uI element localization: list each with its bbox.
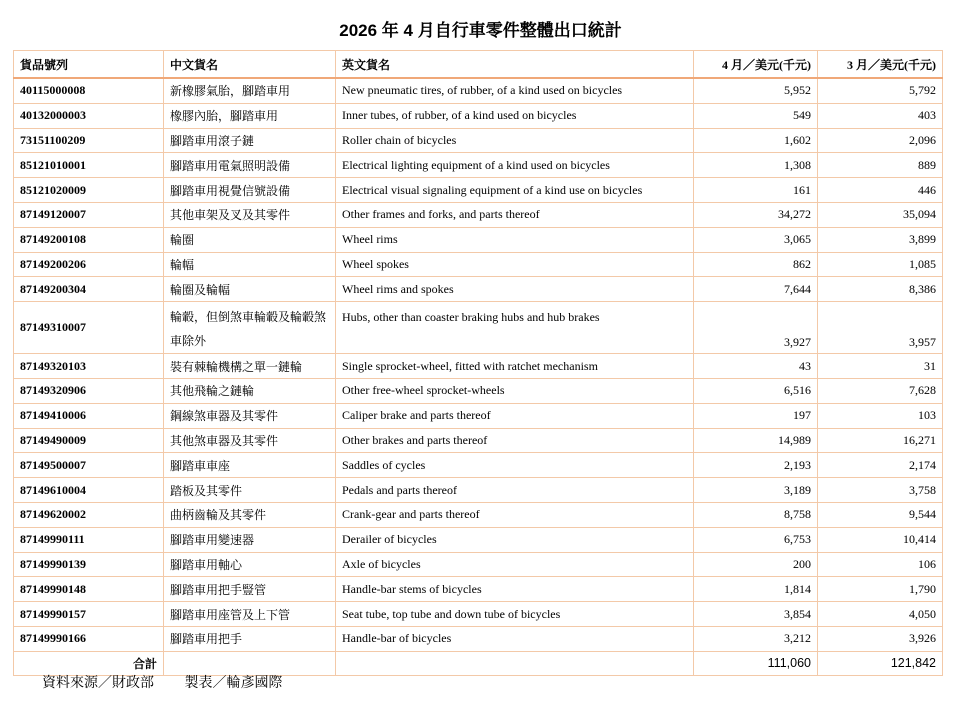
header-english-name: 英文貨名 (336, 51, 694, 79)
cell-chinese-name: 腳踏車用把手 (164, 626, 336, 651)
total-march-value: 121,842 (818, 651, 943, 675)
cell-english-name: Pedals and parts thereof (336, 478, 694, 503)
cell-march-value: 4,050 (818, 602, 943, 627)
cell-march-value: 31 (818, 354, 943, 379)
header-code: 貨品號列 (14, 51, 164, 79)
table-row (14, 354, 943, 379)
cell-chinese-name: 腳踏車用變速器 (164, 527, 336, 552)
cell-english-name: Electrical visual signaling equipment of a kind use on bicycles (336, 178, 694, 203)
cell-march-value: 103 (818, 403, 943, 428)
cell-english-name: Saddles of cycles (336, 453, 694, 478)
cell-code: 87149500007 (14, 453, 164, 478)
total-empty-en (336, 651, 694, 675)
cell-english-name: Wheel rims (336, 227, 694, 252)
cell-code: 87149990166 (14, 626, 164, 651)
table-row (14, 378, 943, 403)
cell-april-value: 1,308 (694, 153, 818, 178)
header-chinese-name: 中文貨名 (164, 51, 336, 79)
footer (42, 672, 308, 692)
cell-chinese-name: 腳踏車用軸心 (164, 552, 336, 577)
cell-april-value: 862 (694, 252, 818, 277)
cell-march-value: 10,414 (818, 527, 943, 552)
cell-english-name: Derailer of bicycles (336, 527, 694, 552)
table-row (14, 178, 943, 203)
cell-march-value: 9,544 (818, 502, 943, 527)
footer-source: 資料來源／財政部 (42, 675, 154, 691)
cell-chinese-name: 曲柄齒輪及其零件 (164, 502, 336, 527)
table-row (14, 252, 943, 277)
table-row (14, 302, 943, 354)
table-row (14, 502, 943, 527)
cell-april-value: 6,516 (694, 378, 818, 403)
cell-code: 87149200206 (14, 252, 164, 277)
table-row (14, 103, 943, 128)
cell-code: 87149200304 (14, 277, 164, 302)
table-row (14, 78, 943, 103)
table-row (14, 428, 943, 453)
cell-chinese-name: 輪幅 (164, 252, 336, 277)
table-row (14, 227, 943, 252)
table-row (14, 527, 943, 552)
cell-chinese-name: 新橡膠氣胎，腳踏車用 (164, 78, 336, 103)
cell-code: 87149620002 (14, 502, 164, 527)
cell-chinese-name: 輪轂，但倒煞車輪轂及輪轂煞車除外 (164, 302, 336, 354)
cell-code: 87149990148 (14, 577, 164, 602)
cell-english-name: Single sprocket-wheel, fitted with ratchet mechanism (336, 354, 694, 379)
cell-code: 85121010001 (14, 153, 164, 178)
cell-march-value: 1,790 (818, 577, 943, 602)
cell-english-name: Handle-bar stems of bicycles (336, 577, 694, 602)
table-row (14, 626, 943, 651)
cell-april-value: 161 (694, 178, 818, 203)
cell-april-value: 197 (694, 403, 818, 428)
cell-march-value: 106 (818, 552, 943, 577)
header-april-value: 4 月／美元(千元) (694, 51, 818, 79)
cell-chinese-name: 橡膠內胎，腳踏車用 (164, 103, 336, 128)
cell-english-name: New pneumatic tires, of rubber, of a kind used on bicycles (336, 78, 694, 103)
cell-chinese-name: 輪圈及輪幅 (164, 277, 336, 302)
cell-march-value: 2,174 (818, 453, 943, 478)
cell-code: 87149310007 (14, 302, 164, 354)
cell-march-value: 3,926 (818, 626, 943, 651)
cell-march-value: 403 (818, 103, 943, 128)
table-header-row (14, 51, 943, 79)
cell-chinese-name: 腳踏車用滾子鏈 (164, 128, 336, 153)
cell-code: 87149990157 (14, 602, 164, 627)
cell-chinese-name: 其他車架及叉及其零件 (164, 202, 336, 227)
cell-march-value: 3,899 (818, 227, 943, 252)
cell-chinese-name: 腳踏車用電氣照明設備 (164, 153, 336, 178)
table-row (14, 552, 943, 577)
cell-english-name: Wheel spokes (336, 252, 694, 277)
table-row (14, 277, 943, 302)
cell-march-value: 1,085 (818, 252, 943, 277)
cell-march-value: 5,792 (818, 78, 943, 103)
total-label: 合計 (14, 651, 164, 675)
cell-english-name: Other brakes and parts thereof (336, 428, 694, 453)
cell-chinese-name: 裝有棘輪機構之單一鏈輪 (164, 354, 336, 379)
table-row (14, 403, 943, 428)
cell-code: 87149610004 (14, 478, 164, 503)
cell-april-value: 43 (694, 354, 818, 379)
table-row (14, 602, 943, 627)
cell-code: 87149320103 (14, 354, 164, 379)
cell-english-name: Inner tubes, of rubber, of a kind used on bicycles (336, 103, 694, 128)
cell-april-value: 3,065 (694, 227, 818, 252)
cell-march-value: 3,758 (818, 478, 943, 503)
cell-chinese-name: 腳踏車用視覺信號設備 (164, 178, 336, 203)
cell-english-name: Caliper brake and parts thereof (336, 403, 694, 428)
cell-code: 87149490009 (14, 428, 164, 453)
table-row (14, 128, 943, 153)
cell-april-value: 6,753 (694, 527, 818, 552)
cell-code: 85121020009 (14, 178, 164, 203)
total-april-value: 111,060 (694, 651, 818, 675)
cell-english-name: Electrical lighting equipment of a kind used on bicycles (336, 153, 694, 178)
cell-code: 87149410006 (14, 403, 164, 428)
cell-april-value: 3,212 (694, 626, 818, 651)
cell-april-value: 3,189 (694, 478, 818, 503)
cell-code: 87149320906 (14, 378, 164, 403)
cell-code: 87149990139 (14, 552, 164, 577)
table-body (14, 78, 943, 675)
cell-chinese-name: 輪圈 (164, 227, 336, 252)
cell-march-value: 35,094 (818, 202, 943, 227)
cell-march-value: 446 (818, 178, 943, 203)
cell-code: 87149990111 (14, 527, 164, 552)
cell-march-value: 7,628 (818, 378, 943, 403)
table-row (14, 202, 943, 227)
cell-april-value: 34,272 (694, 202, 818, 227)
cell-march-value: 2,096 (818, 128, 943, 153)
cell-chinese-name: 腳踏車用把手豎管 (164, 577, 336, 602)
cell-chinese-name: 鋼線煞車器及其零件 (164, 403, 336, 428)
cell-code: 87149120007 (14, 202, 164, 227)
cell-april-value: 14,989 (694, 428, 818, 453)
cell-english-name: Handle-bar of bicycles (336, 626, 694, 651)
cell-april-value: 3,927 (694, 302, 818, 354)
cell-april-value: 5,952 (694, 78, 818, 103)
cell-april-value: 3,854 (694, 602, 818, 627)
cell-english-name: Seat tube, top tube and down tube of bicycles (336, 602, 694, 627)
cell-code: 87149200108 (14, 227, 164, 252)
cell-april-value: 2,193 (694, 453, 818, 478)
cell-code: 73151100209 (14, 128, 164, 153)
cell-april-value: 549 (694, 103, 818, 128)
cell-april-value: 7,644 (694, 277, 818, 302)
cell-march-value: 3,957 (818, 302, 943, 354)
footer-maker: 製表／輪彥國際 (184, 675, 283, 691)
cell-english-name: Other frames and forks, and parts thereof (336, 202, 694, 227)
table-row (14, 153, 943, 178)
cell-march-value: 8,386 (818, 277, 943, 302)
page-title: 2026 年 4 月自行車零件整體出口統計 (339, 21, 622, 40)
cell-english-name: Roller chain of bicycles (336, 128, 694, 153)
table-row (14, 577, 943, 602)
cell-chinese-name: 踏板及其零件 (164, 478, 336, 503)
cell-march-value: 889 (818, 153, 943, 178)
table-row (14, 453, 943, 478)
header-march-value: 3 月／美元(千元) (818, 51, 943, 79)
cell-april-value: 200 (694, 552, 818, 577)
cell-march-value: 16,271 (818, 428, 943, 453)
cell-chinese-name: 其他飛輪之鏈輪 (164, 378, 336, 403)
cell-english-name: Wheel rims and spokes (336, 277, 694, 302)
cell-chinese-name: 腳踏車用座管及上下管 (164, 602, 336, 627)
cell-english-name: Crank-gear and parts thereof (336, 502, 694, 527)
cell-april-value: 8,758 (694, 502, 818, 527)
cell-april-value: 1,814 (694, 577, 818, 602)
cell-code: 40115000008 (14, 78, 164, 103)
cell-april-value: 1,602 (694, 128, 818, 153)
cell-english-name: Other free-wheel sprocket-wheels (336, 378, 694, 403)
cell-english-name: Axle of bicycles (336, 552, 694, 577)
cell-english-name: Hubs, other than coaster braking hubs and hub brakes (336, 302, 694, 354)
cell-chinese-name: 腳踏車車座 (164, 453, 336, 478)
cell-code: 40132000003 (14, 103, 164, 128)
cell-chinese-name: 其他煞車器及其零件 (164, 428, 336, 453)
export-statistics-table (13, 50, 943, 676)
table-row (14, 478, 943, 503)
